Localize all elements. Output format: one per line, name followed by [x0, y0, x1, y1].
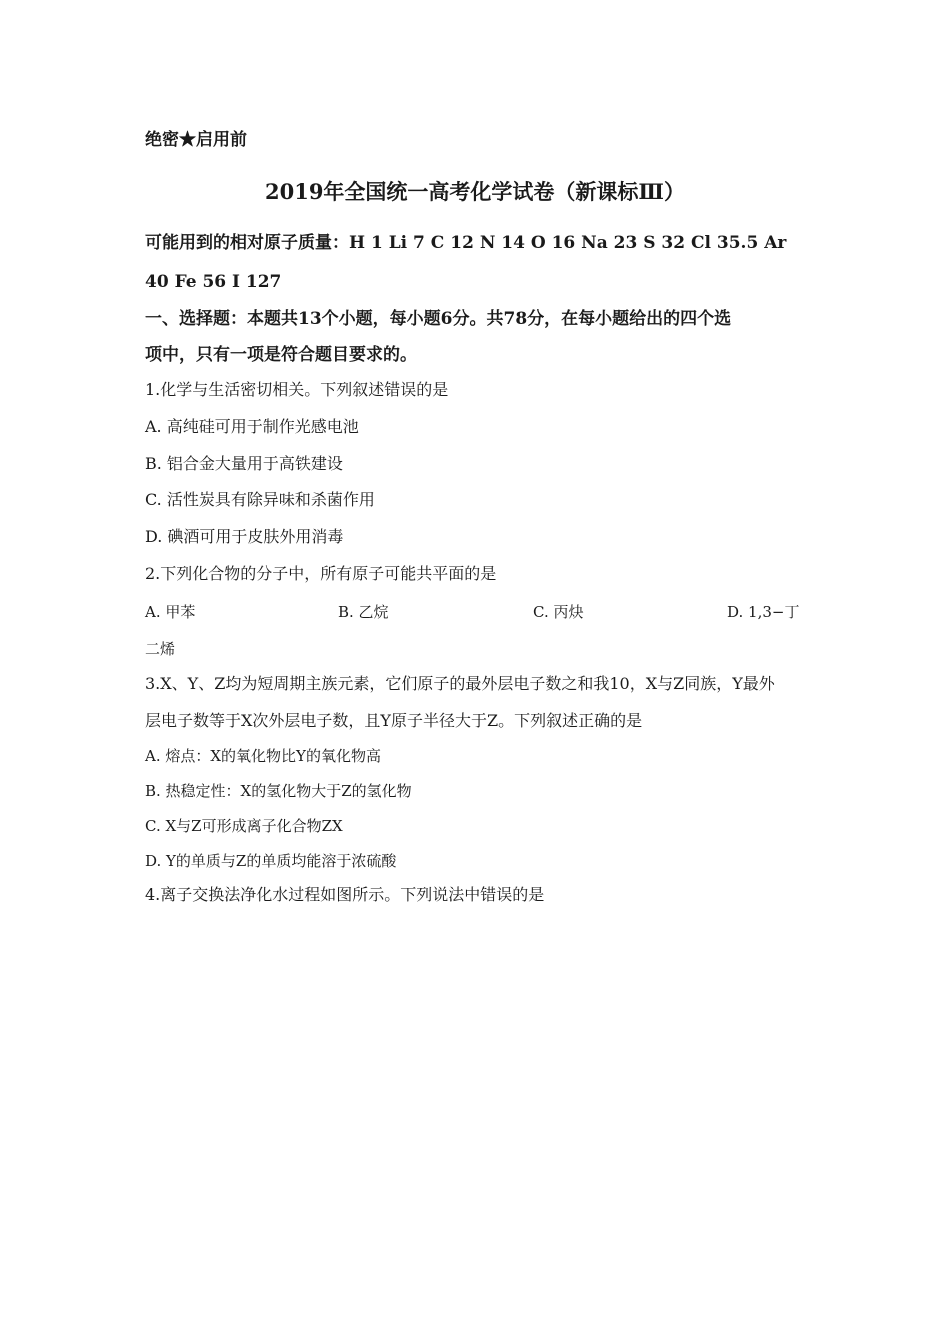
section-instructions-line-1: 一、选择题：本题共13个小题，每小题6分。共78分，在每小题给出的四个选: [145, 309, 732, 329]
question-1-option-b: B. 铝合金大量用于高铁建设: [145, 454, 343, 473]
question-4-stem: 4.离子交换法净化水过程如图所示。下列说法中错误的是: [145, 885, 545, 904]
question-3-stem-line-2: 层电子数等于X次外层电子数，且Y原子半径大于Z。下列叙述正确的是: [145, 711, 643, 730]
question-1-stem: 1.化学与生活密切相关。下列叙述错误的是: [145, 380, 449, 399]
question-1-option-a: A. 高纯硅可用于制作光感电池: [145, 417, 359, 436]
question-2-option-d: D. 1,3−丁: [727, 603, 800, 621]
question-3-stem-line-1: 3.X、Y、Z均为短周期主族元素，它们原子的最外层电子数之和我10，X与Z同族，Y最外: [145, 674, 775, 693]
question-2-options: [145, 601, 805, 621]
question-3-option-d: D. Y的单质与Z的单质均能溶于浓硫酸: [145, 852, 397, 870]
question-3-option-b: B. 热稳定性：X的氢化物大于Z的氢化物: [145, 782, 412, 800]
question-2-option-a: A. 甲苯: [145, 603, 196, 621]
question-1-option-c: C. 活性炭具有除异味和杀菌作用: [145, 490, 375, 509]
question-2-stem: 2.下列化合物的分子中，所有原子可能共平面的是: [145, 564, 497, 583]
question-2-option-d-wrap: 二烯: [145, 640, 176, 658]
atomic-mass-line-1: 可能用到的相对原子质量：H 1 Li 7 C 12 N 14 O 16 Na 23 S 32 Cl 35.5 Ar: [145, 233, 787, 253]
page-title: 2019年全国统一高考化学试卷（新课标Ⅲ）: [264, 179, 686, 204]
question-3-option-c: C. X与Z可形成离子化合物ZX: [145, 817, 343, 835]
question-2-option-b: B. 乙烷: [338, 603, 389, 621]
confidential-label: 绝密★启用前: [145, 130, 247, 150]
question-3-option-a: A. 熔点：X的氧化物比Y的氧化物高: [145, 747, 381, 765]
atomic-mass-line-2: 40 Fe 56 I 127: [145, 272, 282, 292]
question-2-option-c: C. 丙炔: [533, 603, 584, 621]
question-1-option-d: D. 碘酒可用于皮肤外用消毒: [145, 527, 344, 546]
section-instructions-line-2: 项中，只有一项是符合题目要求的。: [145, 345, 417, 365]
